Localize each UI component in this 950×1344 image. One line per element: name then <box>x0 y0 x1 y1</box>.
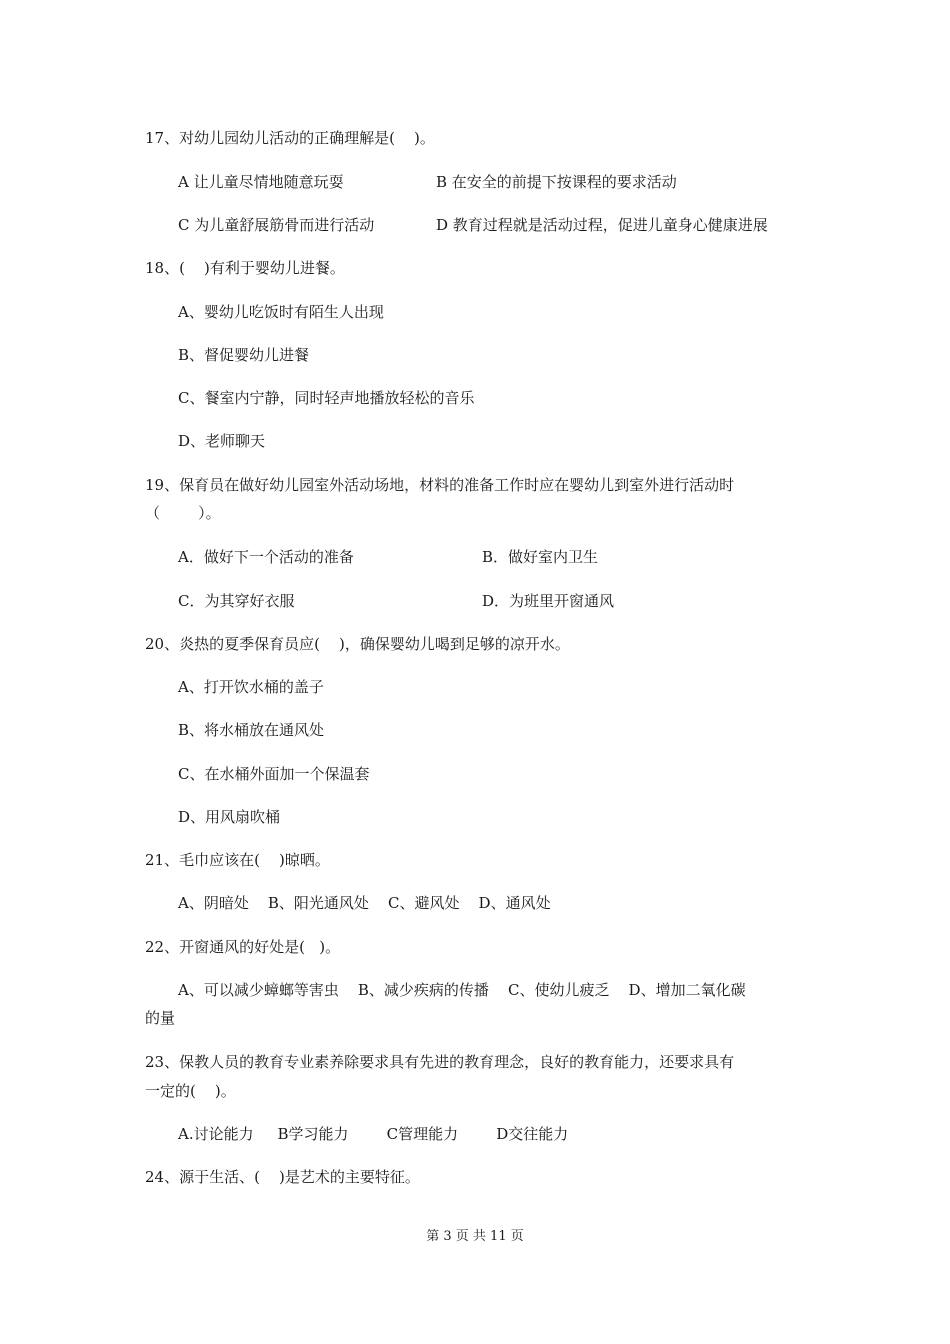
question-19-stem-line2: （ ）。 <box>145 504 221 522</box>
question-20-stem: 20、炎热的夏季保育员应( )，确保婴幼儿喝到足够的凉开水。 <box>145 635 570 653</box>
question-22-stem: 22、开窗通风的好处是( )。 <box>145 938 341 956</box>
question-21-stem: 21、毛巾应该在( )晾晒。 <box>145 851 330 869</box>
question-23-stem-line2: 一定的( )。 <box>145 1082 236 1100</box>
question-20-option-b: B、将水桶放在通风处 <box>178 721 325 739</box>
question-20-option-c: C、在水桶外面加一个保温套 <box>178 765 370 783</box>
question-17-option-b: B 在安全的前提下按课程的要求活动 <box>436 173 677 191</box>
question-24-stem: 24、源于生活、( )是艺术的主要特征。 <box>145 1168 420 1186</box>
question-18-option-d: D、老师聊天 <box>178 432 266 450</box>
question-17-option-a: A 让儿童尽情地随意玩耍 <box>178 173 344 191</box>
question-17-option-c: C 为儿童舒展筋骨而进行活动 <box>178 216 375 234</box>
question-18-stem: 18、( )有利于婴幼儿进餐。 <box>145 259 345 277</box>
question-19-option-b: B．做好室内卫生 <box>482 548 599 566</box>
question-22-options-line2: 的量 <box>145 1009 176 1027</box>
question-19-stem-line1: 19、保育员在做好幼儿园室外活动场地，材料的准备工作时应在婴幼儿到室外进行活动时 <box>145 476 735 494</box>
question-19-option-a: A．做好下一个活动的准备 <box>178 548 354 566</box>
question-18-option-c: C、餐室内宁静，同时轻声地播放轻松的音乐 <box>178 389 475 407</box>
question-21-options: A、阴暗处 B、阳光通风处 C、避风处 D、通风处 <box>178 894 551 912</box>
question-20-option-a: A、打开饮水桶的盖子 <box>178 678 324 696</box>
question-23-stem-line1: 23、保教人员的教育专业素养除要求具有先进的教育理念，良好的教育能力，还要求具有 <box>145 1053 735 1071</box>
question-19-option-c: C．为其穿好衣服 <box>178 592 295 610</box>
question-23-options: A.讨论能力 B学习能力 C管理能力 D交往能力 <box>178 1125 569 1143</box>
page-number-footer: 第 3 页 共 11 页 <box>426 1229 524 1244</box>
question-17-stem: 17、对幼儿园幼儿活动的正确理解是( )。 <box>145 129 435 147</box>
question-17-option-d: D 教育过程就是活动过程，促进儿童身心健康进展 <box>436 216 768 234</box>
question-19-option-d: D．为班里开窗通风 <box>482 592 615 610</box>
question-22-options-line1: A、可以减少蟑螂等害虫 B、减少疾病的传播 C、使幼儿疲乏 D、增加二氧化碳 <box>178 981 746 999</box>
question-18-option-a: A、婴幼儿吃饭时有陌生人出现 <box>178 303 384 321</box>
question-20-option-d: D、用风扇吹桶 <box>178 808 281 826</box>
question-18-option-b: B、督促婴幼儿进餐 <box>178 346 310 364</box>
